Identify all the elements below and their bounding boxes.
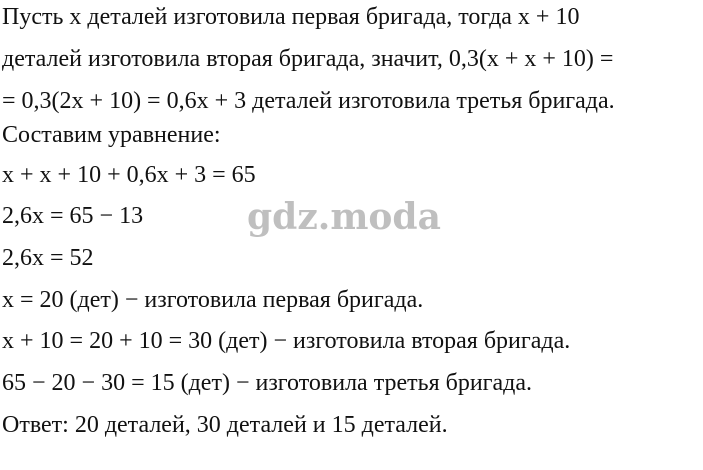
watermark-logo: gdz.moda (247, 196, 441, 238)
equation-line-3: 2,6x = 52 (2, 245, 94, 271)
solution-line-1: Пусть x деталей изготовила первая бригада, тогда x + 10 (2, 4, 580, 30)
equation-line-1: x + x + 10 + 0,6x + 3 = 65 (2, 162, 256, 188)
equation-line-2: 2,6x = 65 − 13 (2, 203, 144, 229)
equation-heading: Составим уравнение: (2, 122, 221, 148)
answer-line: Ответ: 20 деталей, 30 деталей и 15 деталей. (2, 412, 448, 438)
solution-line-3: = 0,3(2x + 10) = 0,6x + 3 деталей изготовила третья бригада. (2, 88, 615, 114)
result-line-3: 65 − 20 − 30 = 15 (дет) − изготовила третья бригада. (2, 370, 533, 396)
result-line-2: x + 10 = 20 + 10 = 30 (дет) − изготовила вторая бригада. (2, 328, 571, 354)
solution-line-2: деталей изготовила вторая бригада, значит, 0,3(x + x + 10) = (2, 46, 614, 72)
result-line-1: x = 20 (дет) − изготовила первая бригада. (2, 287, 424, 313)
